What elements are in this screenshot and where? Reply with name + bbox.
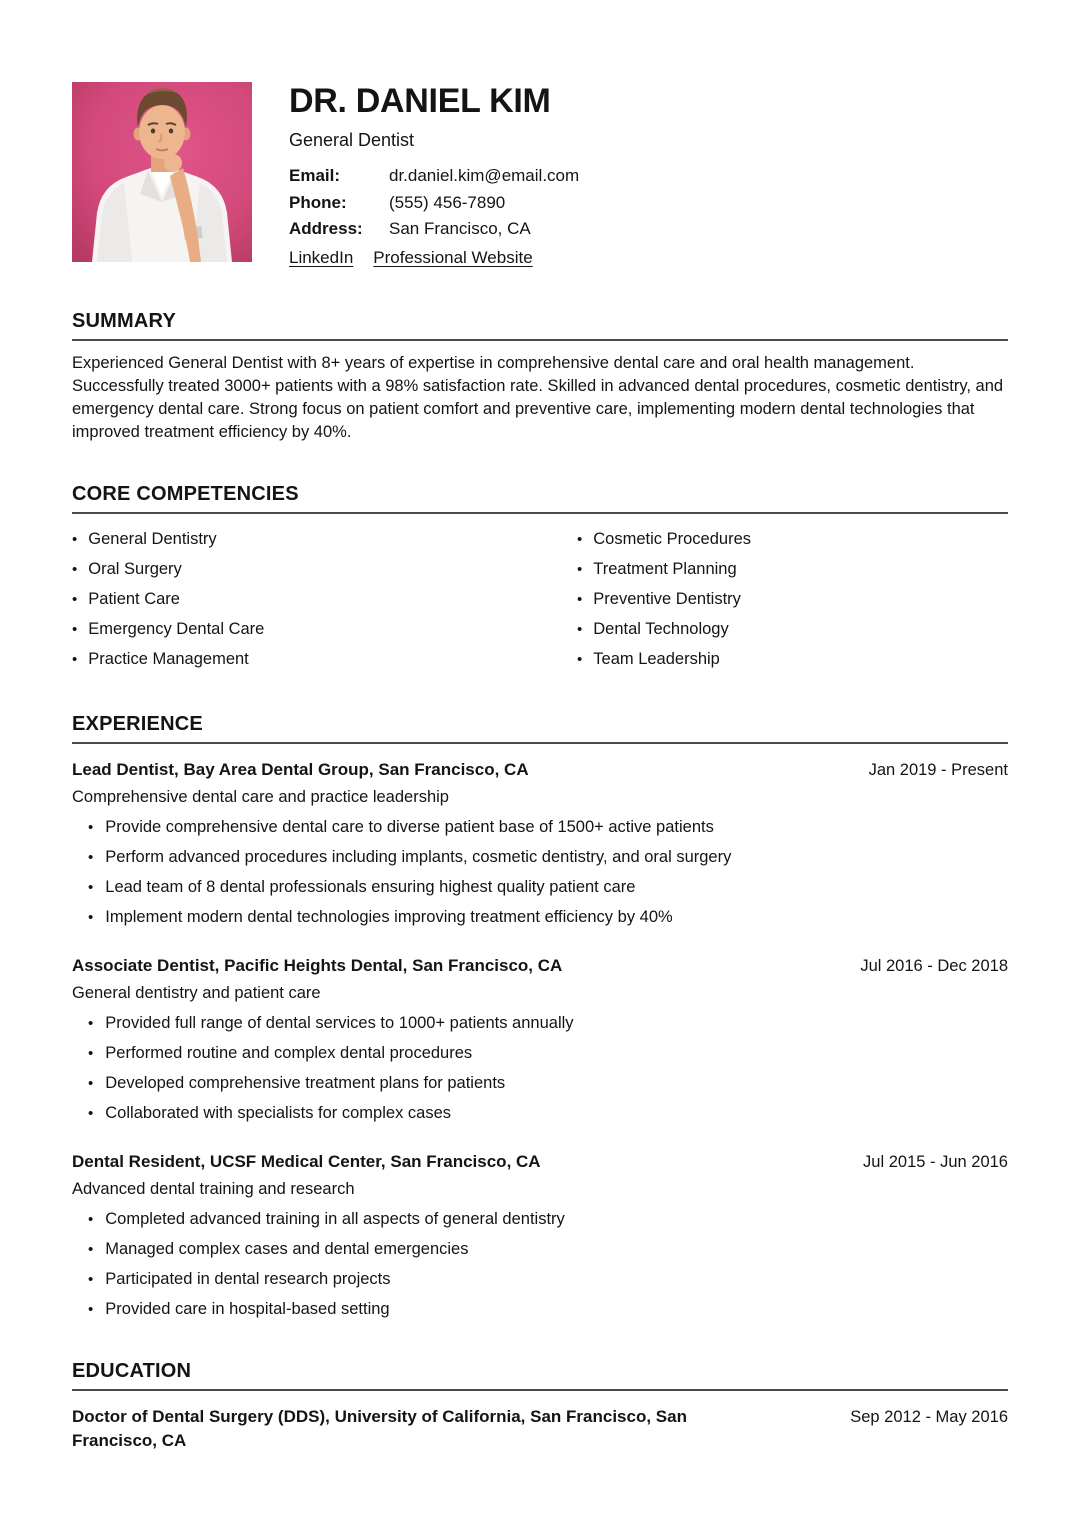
section-competencies: [72, 482, 1008, 674]
address-value: San Francisco, CA: [389, 219, 531, 238]
competency-item: • Cosmetic Procedures: [577, 524, 1008, 554]
competency-item: • Treatment Planning: [577, 554, 1008, 584]
competencies-right-column: [540, 524, 1008, 674]
education-heading: EDUCATION: [72, 1359, 1008, 1391]
competency-item: • General Dentistry: [72, 524, 540, 554]
job-subtitle: Comprehensive dental care and practice leadership: [72, 787, 449, 806]
experience-heading: EXPERIENCE: [72, 712, 1008, 744]
job-entry: [72, 955, 1008, 1125]
job-dates: Jan 2019 - Present: [868, 760, 1008, 779]
resume-header: [72, 82, 1008, 271]
job-head: [72, 955, 1008, 977]
job-bullet: • Perform advanced procedures including implants, cosmetic dentistry, and oral surgery: [72, 846, 1008, 869]
contact-row-address: [289, 216, 579, 243]
header-info: [289, 82, 579, 271]
competency-item: • Patient Care: [72, 584, 540, 614]
summary-paragraph: Experienced General Dentist with 8+ years of expertise in comprehensive dental care and oral health management. Successfully treated 3000+ patients with a 98% satisfaction rate. Skilled in advanced dental procedures, cosmetic dentistry, and emergency dental care. Strong focus on patient comfort and preventive care, implementing modern dental technologies that improved treatment efficiency by 40%.: [72, 353, 1004, 441]
job-subtitle: General dentistry and patient care: [72, 983, 321, 1002]
competency-item: • Dental Technology: [577, 614, 1008, 644]
job-bullet: • Participated in dental research projects: [72, 1268, 1008, 1291]
job-bullet: • Provided full range of dental services to 1000+ patients annually: [72, 1012, 1008, 1035]
job-bullet-list: [72, 1012, 1008, 1125]
competencies-grid: [72, 524, 1008, 674]
website-link[interactable]: Professional Website: [373, 247, 533, 267]
job-title: Lead Dentist, Bay Area Dental Group, San Francisco, CA: [72, 759, 529, 779]
competencies-heading: CORE COMPETENCIES: [72, 482, 1008, 514]
section-summary: [72, 309, 1008, 444]
education-degree: Doctor of Dental Surgery (DDS), University of California, San Francisco, San Francisco, CA: [72, 1406, 687, 1450]
job-entry: [72, 1151, 1008, 1321]
email-label: Email:: [289, 166, 341, 185]
profile-photo: [72, 82, 252, 262]
links-row: [289, 245, 579, 271]
summary-heading: SUMMARY: [72, 309, 1008, 341]
job-entry: [72, 759, 1008, 929]
job-dates: Jul 2015 - Jun 2016: [863, 1152, 1008, 1171]
job-title: Associate Dentist, Pacific Heights Dental, San Francisco, CA: [72, 955, 563, 975]
contact-block: [289, 163, 579, 243]
job-bullet: • Performed routine and complex dental procedures: [72, 1042, 1008, 1065]
job-bullet: • Completed advanced training in all aspects of general dentistry: [72, 1208, 1008, 1231]
education-dates: Sep 2012 - May 2016: [850, 1407, 1008, 1426]
competencies-left-column: [72, 524, 540, 674]
email-value: dr.daniel.kim@email.com: [389, 166, 580, 185]
contact-row-phone: [289, 190, 579, 217]
job-head: [72, 759, 1008, 781]
address-label: Address:: [289, 219, 363, 238]
job-bullet: • Developed comprehensive treatment plans for patients: [72, 1072, 1008, 1095]
job-bullet: • Collaborated with specialists for complex cases: [72, 1102, 1008, 1125]
section-experience: [72, 712, 1008, 1321]
job-bullet: • Lead team of 8 dental professionals ensuring highest quality patient care: [72, 876, 1008, 899]
phone-value: (555) 456-7890: [389, 192, 506, 212]
competency-item: • Oral Surgery: [72, 554, 540, 584]
candidate-role: General Dentist: [289, 130, 415, 150]
job-bullet: • Implement modern dental technologies improving treatment efficiency by 40%: [72, 906, 1008, 929]
contact-row-email: [289, 163, 579, 190]
job-bullet-list: [72, 1208, 1008, 1321]
section-education: [72, 1359, 1008, 1453]
competency-item: • Practice Management: [72, 644, 540, 674]
job-subtitle: Advanced dental training and research: [72, 1179, 355, 1198]
linkedin-link[interactable]: LinkedIn: [289, 247, 354, 267]
job-dates: Jul 2016 - Dec 2018: [860, 956, 1008, 975]
candidate-name: DR. DANIEL KIM: [289, 82, 551, 120]
phone-label: Phone:: [289, 192, 347, 212]
competency-item: • Preventive Dentistry: [577, 584, 1008, 614]
job-bullet: • Managed complex cases and dental emergencies: [72, 1238, 1008, 1261]
education-entry: [72, 1405, 1008, 1453]
job-title: Dental Resident, UCSF Medical Center, San Francisco, CA: [72, 1151, 541, 1171]
competency-item: • Emergency Dental Care: [72, 614, 540, 644]
competency-item: • Team Leadership: [577, 644, 1008, 674]
job-bullet: • Provided care in hospital-based setting: [72, 1298, 1008, 1321]
job-bullet-list: [72, 816, 1008, 929]
job-head: [72, 1151, 1008, 1173]
job-bullet: • Provide comprehensive dental care to diverse patient base of 1500+ active patients: [72, 816, 1008, 839]
